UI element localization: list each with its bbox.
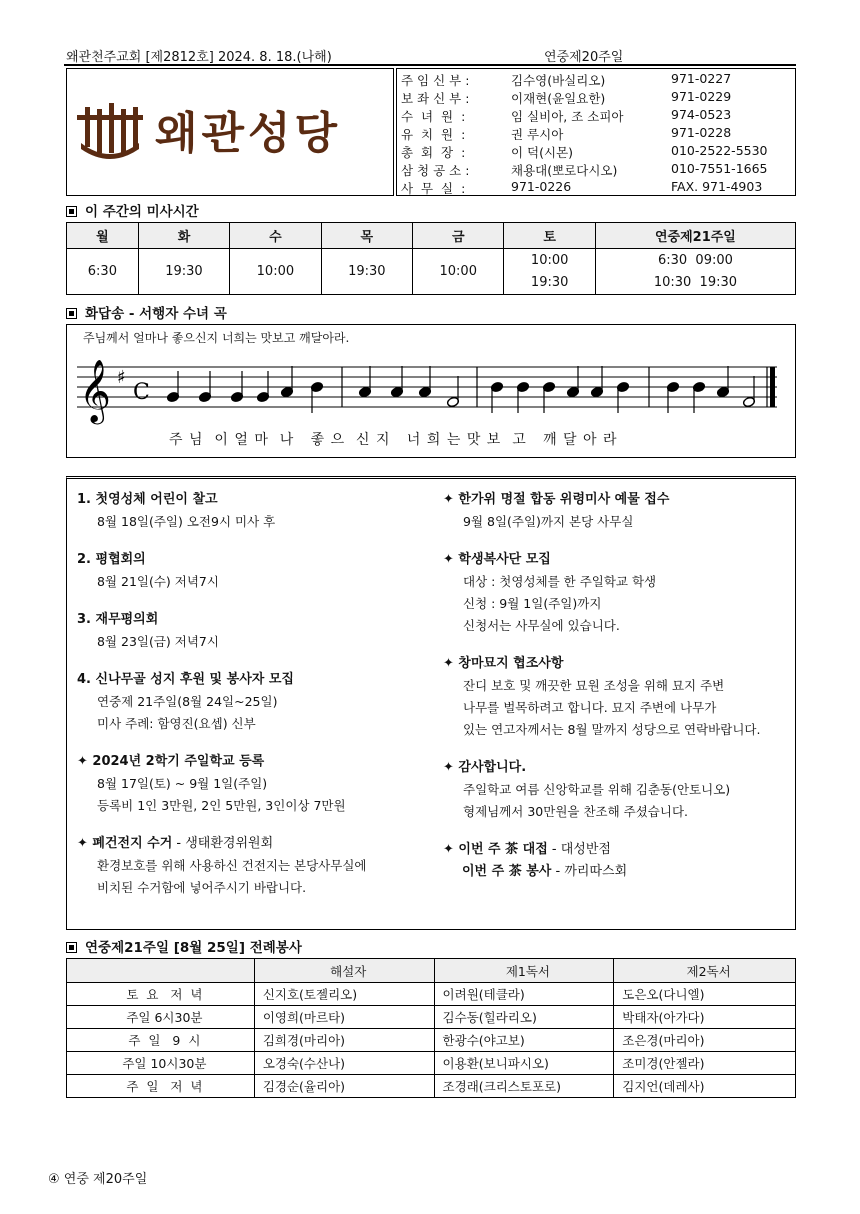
server-name: 오경숙(수산나) bbox=[254, 1052, 434, 1075]
notice-text: 8월 21일(수) 저녁7시 bbox=[97, 574, 219, 589]
psalm-music-box bbox=[66, 324, 796, 458]
staff-role: 수 녀 원 : bbox=[401, 109, 466, 124]
server-name: 한광수(야고보) bbox=[434, 1029, 614, 1052]
notice-text: 대상 : 첫영성체를 한 주일학교 학생 bbox=[463, 574, 657, 589]
server-name: 김희경(마리아) bbox=[254, 1029, 434, 1052]
liturgy-header: 제1독서 bbox=[434, 959, 614, 983]
notice-text: 미사 주례: 함영진(요셉) 신부 bbox=[97, 716, 256, 731]
music-staff bbox=[77, 353, 787, 433]
notice-text: 신청 : 9월 1일(주일)까지 bbox=[463, 596, 602, 611]
notice-heading: ✦ 이번 주 茶 대접 - 대성반점 bbox=[443, 842, 611, 857]
mass-time-cell: 19:30 bbox=[138, 249, 229, 295]
mass-slot: 주 일 저 녁 bbox=[67, 1075, 255, 1098]
staff-phone: 974-0523 bbox=[671, 107, 732, 122]
server-name: 이려원(테클라) bbox=[434, 983, 614, 1006]
staff-phone: 971-0228 bbox=[671, 125, 732, 140]
header-divider bbox=[64, 64, 796, 66]
notice-heading: 이번 주 茶 봉사 - 까리따스회 bbox=[462, 864, 628, 879]
notices-left-column bbox=[77, 489, 437, 915]
notice-text: 9월 8일(주일)까지 본당 사무실 bbox=[463, 514, 634, 529]
psalm-caption: 주님께서 얼마나 좋으신지 너희는 맛보고 깨달아라. bbox=[83, 331, 350, 345]
mass-day-header: 토 bbox=[504, 223, 595, 249]
mass-slot: 주 일 9 시 bbox=[67, 1029, 255, 1052]
table-row bbox=[67, 1029, 796, 1052]
sunday-title: 연중제20주일 bbox=[544, 50, 624, 65]
notice-text: 비치된 수거함에 넣어주시기 바랍니다. bbox=[97, 880, 307, 895]
staff-role: 유 치 원 : bbox=[401, 127, 466, 142]
table-row bbox=[67, 983, 796, 1006]
notice-heading: ✦ 감사합니다. bbox=[443, 760, 527, 775]
mass-time-cell: 10:00 bbox=[413, 249, 504, 295]
server-name: 김수동(힐라리오) bbox=[434, 1006, 614, 1029]
mass-slot: 토 요 저 녁 bbox=[67, 983, 255, 1006]
notice-text: 나무를 벌목하려고 합니다. 묘지 주변에 나무가 bbox=[463, 700, 717, 715]
mass-time-cell: 6:30 bbox=[67, 249, 139, 295]
liturgy-header: 해설자 bbox=[254, 959, 434, 983]
liturgy-header: 제2독서 bbox=[614, 959, 796, 983]
table-row bbox=[67, 1006, 796, 1029]
notice-text: 연중제 21주일(8월 24일~25일) bbox=[97, 694, 278, 709]
staff-row bbox=[401, 125, 793, 143]
server-name: 박태자(아가다) bbox=[614, 1006, 796, 1029]
psalm-section-title: 화답송 - 서행자 수녀 곡 bbox=[66, 302, 227, 322]
staff-row bbox=[401, 71, 793, 89]
server-name: 조미경(안젤라) bbox=[614, 1052, 796, 1075]
notice-text: 형제님께서 30만원을 찬조해 주셨습니다. bbox=[463, 804, 688, 819]
notices-box bbox=[66, 476, 796, 930]
liturgy-service-table bbox=[66, 958, 796, 1098]
mass-time-cell: 6:30 09:00 10:30 19:30 bbox=[595, 249, 795, 295]
notice-item bbox=[443, 549, 793, 637]
notice-text: 8월 23일(금) 저녁7시 bbox=[97, 634, 219, 649]
notice-item bbox=[443, 653, 793, 741]
notice-text: 8월 18일(주일) 오전9시 미사 후 bbox=[97, 514, 276, 529]
notices-right-column bbox=[443, 489, 793, 899]
server-name: 김지언(데레사) bbox=[614, 1075, 796, 1098]
final-bar bbox=[770, 367, 775, 407]
staff-role: 사 무 실 : bbox=[401, 181, 466, 196]
page-footer: ④ 연중 제20주일 bbox=[48, 1172, 148, 1187]
notice-heading: ✦ 폐건전지 수거 - 생태환경위원회 bbox=[77, 836, 274, 851]
liturgy-section-title: 연중제21주일 [8월 25일] 전례봉사 bbox=[66, 936, 302, 956]
bulletin-info: 왜관천주교회 [제2812호] 2024. 8. 18.(나해) bbox=[66, 50, 332, 65]
staff-role: 보 좌 신 부 : bbox=[401, 91, 470, 106]
table-row bbox=[67, 1075, 796, 1098]
mass-slot: 주일 10시30분 bbox=[67, 1052, 255, 1075]
staff-phone: FAX. 971-4903 bbox=[671, 179, 763, 194]
notice-item bbox=[443, 861, 793, 883]
notice-heading: 4. 신나무골 성지 후원 및 봉사자 모집 bbox=[77, 672, 294, 687]
staff-role: 총 회 장 : bbox=[401, 145, 466, 160]
staff-phone: 971-0229 bbox=[671, 89, 732, 104]
mass-schedule-table bbox=[66, 222, 796, 295]
server-name: 김경순(율리아) bbox=[254, 1075, 434, 1098]
staff-phone: 010-7551-1665 bbox=[671, 161, 768, 176]
notice-item bbox=[443, 757, 793, 823]
logo-box bbox=[66, 68, 394, 196]
notice-heading: ✦ 학생복사단 모집 bbox=[443, 552, 551, 567]
mass-time-cell: 10:00 bbox=[230, 249, 321, 295]
notice-item bbox=[77, 489, 437, 533]
staff-name: 이 덕(시몬) bbox=[511, 145, 574, 160]
notice-heading: ✦ 2024년 2학기 주일학교 등록 bbox=[77, 754, 265, 769]
staff-row bbox=[401, 179, 793, 197]
notice-text: 잔디 보호 및 깨끗한 묘원 조성을 위해 묘지 주변 bbox=[463, 678, 725, 693]
notice-item bbox=[443, 839, 793, 861]
server-name: 조은경(마리아) bbox=[614, 1029, 796, 1052]
notice-item bbox=[77, 751, 437, 817]
staff-phone: 971-0227 bbox=[671, 71, 732, 86]
server-name: 조경래(크리스토포로) bbox=[434, 1075, 614, 1098]
mass-day-header: 금 bbox=[413, 223, 504, 249]
liturgy-header bbox=[67, 959, 255, 983]
server-name: 이영희(마르타) bbox=[254, 1006, 434, 1029]
mass-time-cell: 19:30 bbox=[321, 249, 412, 295]
staff-name: 김수영(바실리오) bbox=[511, 73, 606, 88]
notice-heading: ✦ 한가위 명절 합동 위령미사 예물 접수 bbox=[443, 492, 670, 507]
mass-day-header: 화 bbox=[138, 223, 229, 249]
staff-name: 임 실비아, 조 소피아 bbox=[511, 109, 624, 124]
psalm-lyrics: 주 님 이 얼 마 나 좋 으 신 지 너 희 는 맛 보 고 깨 달 아 라 bbox=[169, 432, 618, 448]
notice-item bbox=[77, 669, 437, 735]
notice-heading: 1. 첫영성체 어린이 찰고 bbox=[77, 492, 218, 507]
staff-row bbox=[401, 107, 793, 125]
staff-name: 971-0226 bbox=[511, 179, 572, 194]
staff-role: 삼 청 공 소 : bbox=[401, 163, 470, 178]
notice-text: 주일학교 여름 신앙학교를 위해 김춘동(안토니오) bbox=[463, 782, 731, 797]
notice-heading: 2. 평협회의 bbox=[77, 552, 146, 567]
table-row bbox=[67, 1052, 796, 1075]
notice-text: 신청서는 사무실에 있습니다. bbox=[463, 618, 620, 633]
staff-phone: 010-2522-5530 bbox=[671, 143, 768, 158]
notice-item bbox=[77, 549, 437, 593]
staff-directory bbox=[396, 68, 796, 196]
server-name: 도은오(다니엘) bbox=[614, 983, 796, 1006]
treble-clef: 𝄞 bbox=[79, 359, 111, 422]
notice-item bbox=[443, 489, 793, 533]
staff-row bbox=[401, 161, 793, 179]
staff-name: 채용대(뽀로다시오) bbox=[511, 163, 618, 178]
church-logo-icon bbox=[75, 103, 145, 163]
time-signature: C bbox=[133, 380, 150, 405]
notice-text: 등록비 1인 3만원, 2인 5만원, 3인이상 7만원 bbox=[97, 798, 346, 813]
mass-day-header: 연중제21주일 bbox=[595, 223, 795, 249]
notice-item bbox=[77, 609, 437, 653]
notice-text: 환경보호를 위해 사용하신 건전지는 본당사무실에 bbox=[97, 858, 367, 873]
mass-day-header: 월 bbox=[67, 223, 139, 249]
staff-row bbox=[401, 143, 793, 161]
notice-heading: ✦ 창마묘지 협조사항 bbox=[443, 656, 564, 671]
staff-name: 권 루시아 bbox=[511, 127, 564, 142]
staff-row bbox=[401, 89, 793, 107]
mass-time-cell: 10:00 19:30 bbox=[504, 249, 595, 295]
church-name-logo: 왜관성당 bbox=[155, 108, 342, 159]
mass-day-header: 수 bbox=[230, 223, 321, 249]
mass-day-header: 목 bbox=[321, 223, 412, 249]
notice-text: 8월 17일(토) ~ 9월 1일(주일) bbox=[97, 776, 268, 791]
page-header bbox=[66, 46, 796, 66]
staff-name: 이재현(윤일요한) bbox=[511, 91, 606, 106]
mass-section-title: 이 주간의 미사시간 bbox=[66, 200, 199, 220]
sharp-sign: ♯ bbox=[117, 367, 126, 388]
notice-heading: 3. 재무평의회 bbox=[77, 612, 159, 627]
server-name: 신지호(토젤리오) bbox=[254, 983, 434, 1006]
mass-slot: 주일 6시30분 bbox=[67, 1006, 255, 1029]
notice-item bbox=[77, 833, 437, 899]
server-name: 이용환(보니파시오) bbox=[434, 1052, 614, 1075]
notice-text: 있는 연고자께서는 8월 말까지 성당으로 연락바랍니다. bbox=[463, 722, 761, 737]
staff-role: 주 임 신 부 : bbox=[401, 73, 470, 88]
